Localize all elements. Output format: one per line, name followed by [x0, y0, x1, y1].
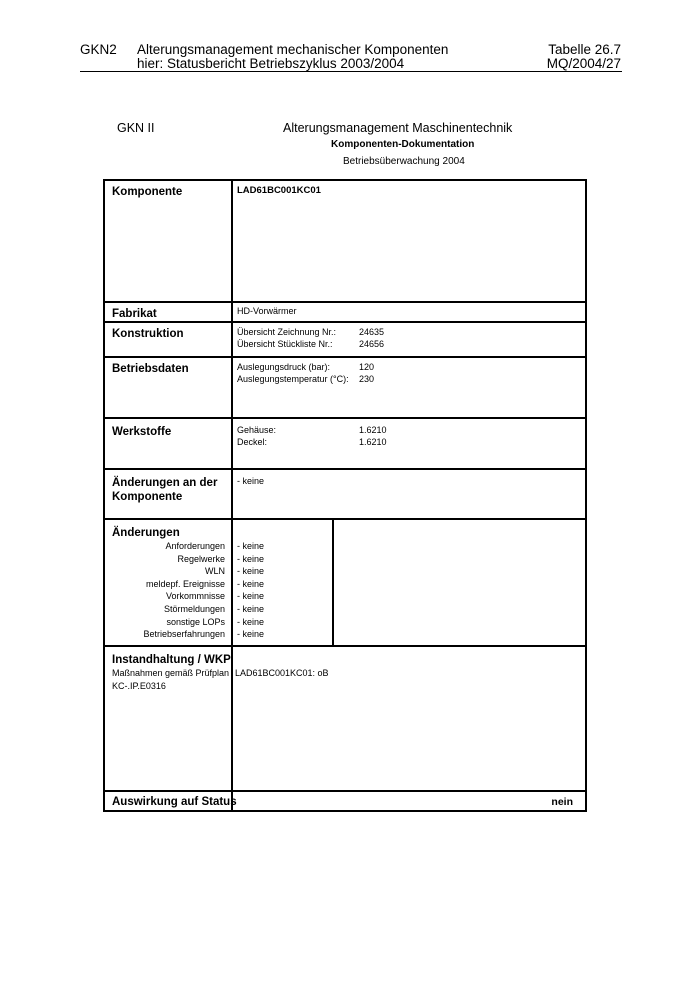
change-item-label: Regelwerke [177, 553, 225, 564]
page-subtitle: Komponenten-Dokumentation [331, 139, 475, 150]
column-divider [231, 358, 233, 419]
change-item-value: - keine [237, 591, 265, 602]
drawing-number-value: 24635 [359, 327, 385, 337]
column-divider [231, 647, 233, 792]
change-item-value: - keine [237, 566, 265, 577]
change-item-label: Vorkommnisse [165, 591, 225, 602]
value-komponente: LAD61BC001KC01 [237, 185, 321, 196]
column-divider [231, 303, 233, 323]
partslist-number-value: 24656 [359, 339, 385, 349]
design-pressure-key: Auslegungsdruck (bar): [237, 362, 331, 372]
label-werkstoffe: Werkstoffe [112, 426, 172, 438]
change-item-label: Anforderungen [165, 541, 225, 551]
row-komponente [105, 181, 585, 301]
column-divider-secondary [332, 520, 334, 647]
component-form [103, 179, 587, 812]
design-pressure-value: 120 [359, 362, 375, 372]
change-item-value: - keine [237, 629, 265, 640]
monitoring-label: Betriebsüberwachung 2004 [343, 156, 465, 167]
value-fabrikat: HD-Vorwärmer [237, 306, 297, 316]
change-item-label: sonstige LOPs [166, 616, 225, 627]
header-subtitle: hier: Statusbericht Betriebszyklus 2003/2004 [137, 56, 405, 71]
maintenance-note-line1: Maßnahmen gemäß Prüfplan [112, 668, 230, 678]
maintenance-note-line2: KC-.IP.E0316 [112, 681, 166, 691]
change-item-value: - keine [237, 541, 265, 551]
label-aenderungen-komponente-line2: Komponente [112, 491, 183, 503]
column-divider [231, 181, 233, 301]
label-aenderungen-komponente-line1: Änderungen an der [112, 477, 218, 489]
change-item-label: WLN [205, 566, 225, 577]
design-temperature-key: Auslegungstemperatur (°C): [237, 374, 349, 384]
row-auswirkung [105, 790, 585, 812]
row-fabrikat [105, 301, 585, 323]
row-aenderungen [105, 518, 585, 647]
change-item-value: - keine [237, 553, 265, 564]
change-item-label: Störmeldungen [163, 604, 225, 614]
change-item-label: meldepf. Ereignisse [145, 578, 225, 589]
label-komponente: Komponente [112, 186, 183, 198]
header-title: Alterungsmanagement mechanischer Komponenten [137, 42, 449, 57]
row-konstruktion [105, 321, 585, 358]
change-item-value: - keine [237, 616, 265, 627]
header-code: GKN2 [80, 42, 117, 57]
value-aenderungen-komponente: - keine [237, 476, 265, 486]
change-item-value: - keine [237, 604, 265, 614]
label-fabrikat: Fabrikat [112, 308, 157, 320]
change-item-value: - keine [237, 578, 265, 589]
column-divider [231, 419, 233, 470]
cover-material-value: 1.6210 [359, 437, 387, 447]
plant-label: GKN II [117, 121, 155, 135]
page-title: Alterungsmanagement Maschinentechnik [283, 121, 513, 135]
header-rule [80, 71, 622, 72]
label-aenderungen: Änderungen [112, 527, 180, 539]
header-table-number: Tabelle 26.7 [548, 42, 621, 57]
value-instandhaltung: LAD61BC001KC01: oB [235, 668, 329, 678]
column-divider [231, 470, 233, 520]
label-betriebsdaten: Betriebsdaten [112, 363, 189, 375]
housing-material-value: 1.6210 [359, 425, 387, 435]
row-instandhaltung [105, 645, 585, 792]
drawing-number-key: Übersicht Zeichnung Nr.: [237, 327, 337, 337]
row-werkstoffe [105, 417, 585, 470]
value-auswirkung: nein [551, 796, 573, 808]
change-item-label: Betriebserfahrungen [143, 629, 225, 640]
label-instandhaltung: Instandhaltung / WKP [112, 654, 231, 666]
cover-material-key: Deckel: [237, 437, 268, 447]
design-temperature-value: 230 [359, 374, 375, 384]
partslist-number-key: Übersicht Stückliste Nr.: [237, 339, 333, 349]
label-auswirkung: Auswirkung auf Status [112, 796, 237, 808]
label-konstruktion: Konstruktion [112, 328, 184, 340]
header-document-number: MQ/2004/27 [546, 56, 621, 71]
row-betriebsdaten [105, 356, 585, 419]
column-divider [231, 323, 233, 358]
housing-material-key: Gehäuse: [237, 425, 277, 435]
row-aenderungen-komponente [105, 468, 585, 520]
column-divider [231, 520, 233, 647]
